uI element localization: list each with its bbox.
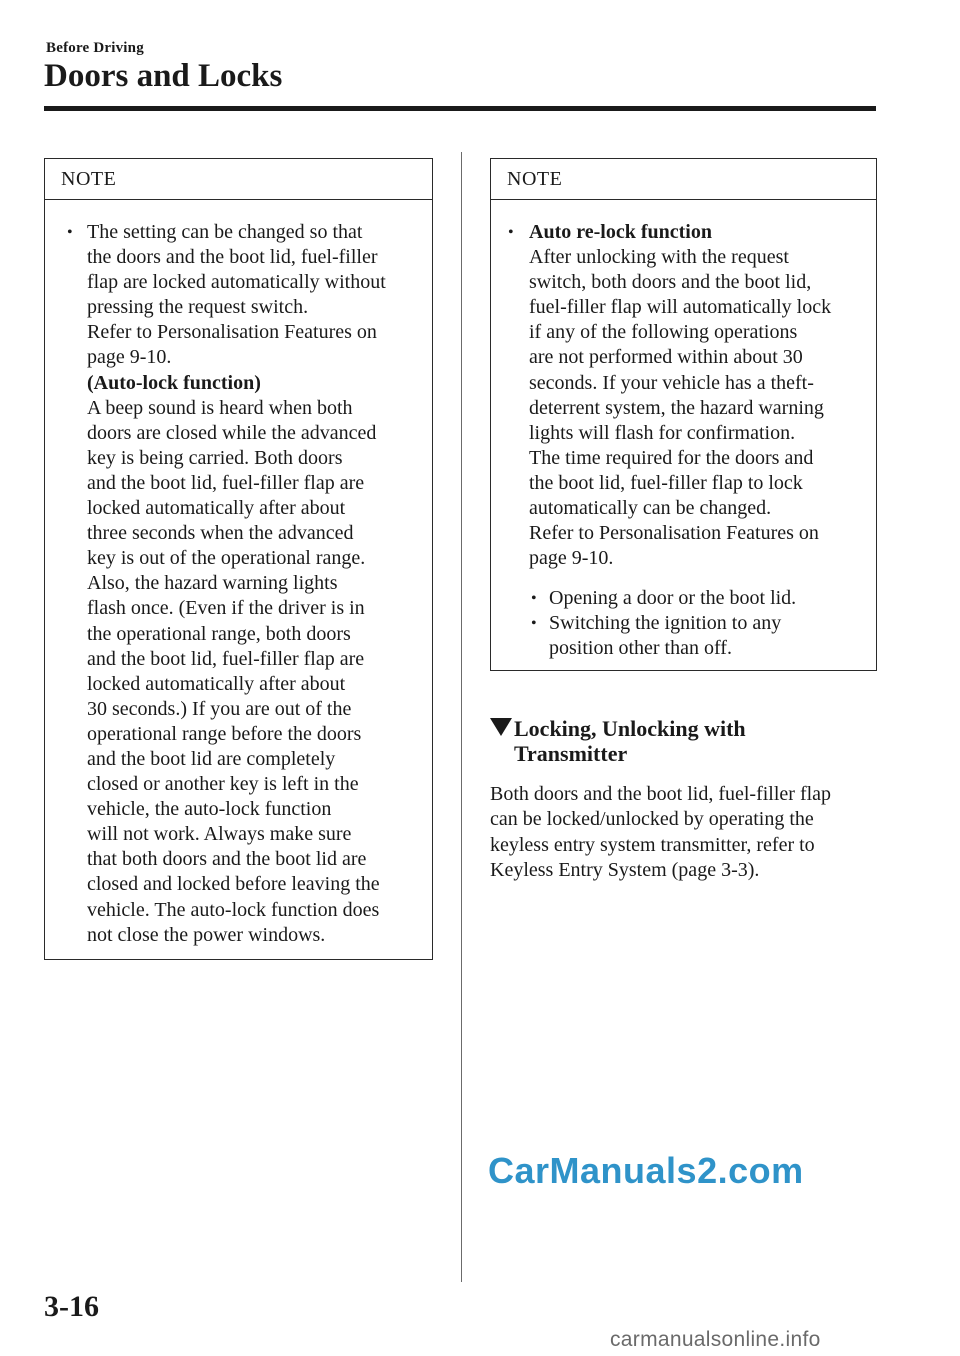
text-line: page 9-10. — [529, 547, 614, 570]
watermark-logo: CarManuals2.com — [488, 1150, 804, 1191]
text-line: Both doors and the boot lid, fuel-filler flap — [490, 783, 832, 805]
text-line: Also, the hazard warning lights — [87, 572, 338, 595]
text-line: and the boot lid, fuel-filler flap are — [87, 471, 365, 494]
text-line: and the boot lid are completely — [87, 747, 336, 770]
text-line: flap are locked automatically without — [87, 271, 386, 294]
text-line: A beep sound is heard when both — [87, 396, 353, 419]
text-line: lights will flash for confirmation. — [529, 421, 796, 444]
text-line: Switching the ignition to any — [549, 612, 782, 634]
text-line: The time required for the doors and — [529, 446, 814, 469]
text-line: Refer to Personalisation Features on — [87, 321, 377, 344]
sub-bullet-icon: • — [531, 590, 537, 607]
text-line: key is out of the operational range. — [87, 547, 366, 570]
text-line: vehicle, the auto-lock function — [87, 798, 332, 821]
text-line: automatically can be changed. — [529, 497, 772, 520]
text-line: three seconds when the advanced — [87, 522, 354, 545]
text-line: and the boot lid, fuel-filler flap are — [87, 647, 365, 670]
section-heading — [514, 716, 854, 766]
text-line: switch, both doors and the boot lid, — [529, 271, 812, 294]
text-line: locked automatically after about — [87, 497, 346, 520]
right-note-box — [490, 158, 877, 671]
heading-line: Transmitter — [514, 741, 628, 766]
page-number: 3-16 — [44, 1290, 99, 1323]
text-line: vehicle. The auto-lock function does — [87, 898, 380, 921]
note-sub-heading: (Auto-lock function) — [87, 371, 261, 394]
text-line: flash once. (Even if the driver is in — [87, 597, 365, 620]
text-line: closed or another key is left in the — [87, 773, 359, 796]
text-line: the doors and the boot lid, fuel-filler — [87, 246, 378, 269]
text-line: Refer to Personalisation Features on — [529, 522, 819, 545]
text-line: The setting can be changed so that — [87, 221, 363, 243]
note-heading: NOTE — [45, 159, 432, 200]
note-text — [529, 220, 874, 571]
text-line: keyless entry system transmitter, refer to — [490, 833, 815, 856]
text-line: that both doors and the boot lid are — [87, 848, 367, 871]
left-note-box — [44, 158, 433, 960]
note-text — [87, 220, 432, 948]
footer-url: carmanualsonline.info — [610, 1328, 821, 1351]
text-line: the operational range, both doors — [87, 622, 351, 645]
heading-line: Locking, Unlocking with — [514, 716, 746, 741]
bullet-icon: • — [508, 224, 514, 241]
text-line: are not performed within about 30 — [529, 346, 803, 369]
text-line: the boot lid, fuel-filler flap to lock — [529, 471, 803, 494]
page-title: Doors and Locks — [44, 58, 283, 94]
text-line: will not work. Always make sure — [87, 823, 352, 846]
text-line: seconds. If your vehicle has a theft- — [529, 371, 814, 394]
text-line: closed and locked before leaving the — [87, 873, 380, 896]
text-line: page 9-10. — [87, 346, 172, 369]
text-line: Opening a door or the boot lid. — [549, 587, 797, 609]
text-line: After unlocking with the request — [529, 246, 789, 269]
text-line: can be locked/unlocked by operating the — [490, 808, 814, 831]
text-line: deterrent system, the hazard warning — [529, 396, 824, 419]
text-line: fuel-filler flap will automatically lock — [529, 296, 832, 319]
text-line: 30 seconds.) If you are out of the — [87, 697, 352, 720]
text-line: operational range before the doors — [87, 722, 362, 745]
text-line: not close the power windows. — [87, 923, 326, 946]
sub-item — [549, 586, 869, 611]
title-rule — [44, 106, 876, 111]
bullet-icon: • — [67, 224, 73, 241]
text-line: Keyless Entry System (page 3-3). — [490, 858, 760, 881]
note-heading: NOTE — [491, 159, 876, 200]
section-paragraph — [490, 782, 880, 883]
text-line: pressing the request switch. — [87, 296, 309, 319]
text-line: locked automatically after about — [87, 672, 346, 695]
section-label: Before Driving — [46, 40, 144, 56]
text-line: doors are closed while the advanced — [87, 421, 377, 444]
text-line: key is being carried. Both doors — [87, 446, 343, 469]
sub-item — [549, 611, 869, 661]
column-divider — [461, 152, 462, 1282]
triangle-marker-icon — [490, 718, 512, 736]
text-line: position other than off. — [549, 637, 732, 660]
text-line: if any of the following operations — [529, 321, 798, 344]
sub-bullet-icon: • — [531, 615, 537, 632]
note-item-title: Auto re-lock function — [529, 221, 712, 243]
